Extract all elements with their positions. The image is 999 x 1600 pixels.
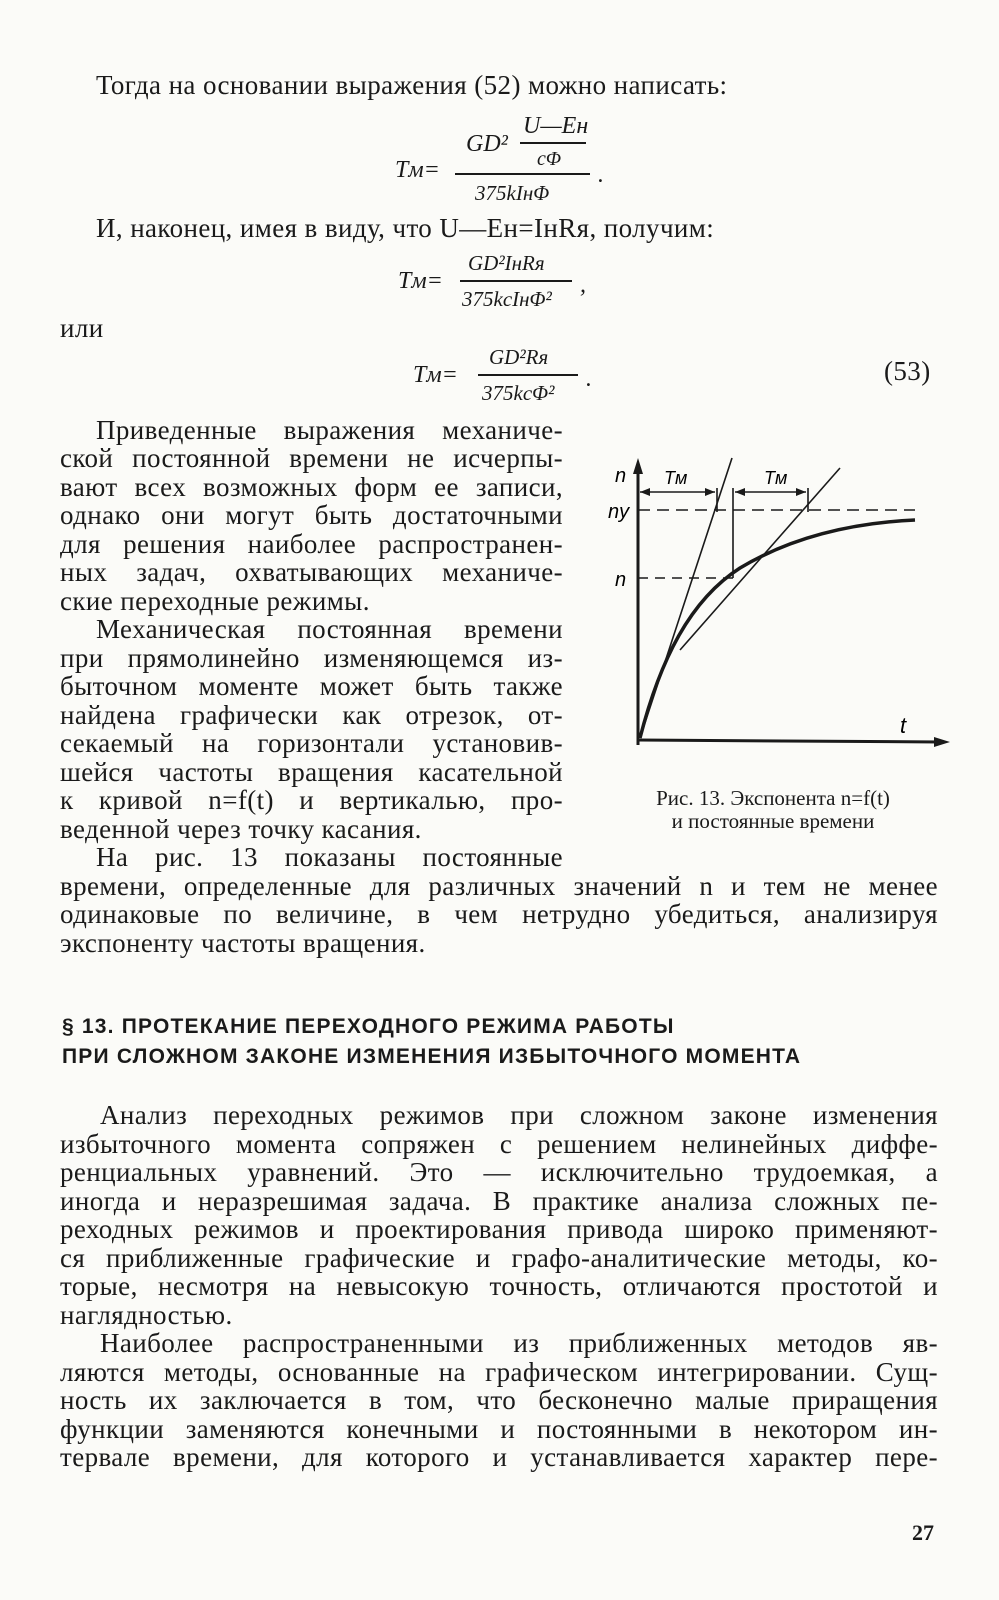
text-line: найдена графически как отрезок, от- <box>60 700 563 730</box>
t-label: t <box>900 713 907 738</box>
formula-1-bar <box>455 173 590 175</box>
text-line: ляются методы, основанные на графическом интегрировании. Сущ- <box>60 1357 938 1387</box>
tm2-label: Tм <box>764 468 788 488</box>
text-line: быточном моменте может быть также <box>60 671 563 701</box>
tangent-line-1 <box>640 458 732 738</box>
text-line: функции заменяются конечными и постоянными в некотором ин- <box>60 1414 938 1444</box>
t-axis <box>638 740 940 742</box>
text-line: Анализ переходных режимов при сложном законе изменения <box>100 1100 938 1130</box>
formula-1-inner-den: cΦ <box>537 148 562 170</box>
text-line: тервале времени, для которого и устанавливается характер пере- <box>60 1442 938 1472</box>
formula-1-inner-num: U—Eн <box>523 113 589 139</box>
text-line: ность их заключается в том, что бесконечно малые приращения <box>60 1385 938 1415</box>
text-line: экспоненту частоты вращения. <box>60 928 426 958</box>
given-line: И, наконец, имея в виду, что U—Eн=IнRя, получим: <box>96 213 715 243</box>
formula-2-num: GD²IнRя <box>468 251 545 275</box>
text-line: Наиболее распространенными из приближенных методов яв- <box>100 1328 938 1358</box>
intro-line: Тогда на основании выражения (52) можно написать: <box>96 70 728 100</box>
exponent-curve <box>640 520 915 738</box>
tm1-label: Tм <box>664 468 688 488</box>
formula-1-den: 375kIнΦ <box>475 181 550 205</box>
t-axis-arrow <box>934 737 950 747</box>
exponent-plot <box>600 450 960 800</box>
formula-1-gd2: GD² <box>466 131 508 157</box>
formula-1-inner-bar <box>520 142 586 144</box>
n-label: n <box>615 569 627 591</box>
text-line: для решения наиболее распространен- <box>60 529 563 559</box>
text-line: при прямолинейно изменяющемся из- <box>60 643 563 673</box>
text-line: наглядностью. <box>60 1300 233 1330</box>
formula-3-num: GD²Rя <box>489 345 549 369</box>
section-heading-line-1: § 13. ПРОТЕКАНИЕ ПЕРЕХОДНОГО РЕЖИМА РАБОТЫ <box>62 1015 675 1038</box>
formula-3-bar <box>478 374 578 376</box>
text-line: одинаковые по величине, в чем нетрудно убедиться, анализируя <box>60 899 938 929</box>
text-line: Приведенные выражения механиче- <box>96 415 563 445</box>
book-page: Тогда на основании выражения (52) можно написать: Tм= GD² U—Eн cΦ 375kIнΦ . И, наконец, имея в виду, что U—Eн=IнRя, получим: Tм= GD²IнRя 375kcIнΦ² , или Tм= GD²Rя 375kcΦ² . (53) Приведенные выражения механиче- ской постоянной времени не исчерпы- вают всех возможных форм ее записи, однако они могут быть достаточными для решения наиболее распространен- ных задач, охватывающих механиче- ские переходные режимы. Механическая постоянная времени при прямолинейно изменяющемся из- быточном моменте может быть также найдена графически как отрезок, от- секаемый на горизонтали установив- шейся частоты вращения касательной к кривой n=f(t) и вертикалью, про- веденной через точку касания. На рис. 13 показаны постоянные n nу n t Tм Tм Рис. 13. Экспонента n=f(t) и постоянные времени времени, определенные для различных значений n и тем не менее одинаковые по величине, в чем нетрудно убедиться, анализируя экспоненту частоты вращения. § 13. ПРОТЕКАНИЕ ПЕРЕХОДНОГО РЕЖИМА РАБОТЫ ПРИ СЛОЖНОМ ЗАКОНЕ ИЗМЕНЕНИЯ ИЗБЫТОЧНОГО МОМЕНТА Анализ переходных режимов при сложном законе изменения избыточного момента сопряжен с решением нелинейных диффе- ренциальных уравнений. Это — исключительно трудоемкая, а иногда и неразрешимая задача. В практике анализа сложных пе- реходных режимов и проектирования привода широко применяют- ся приближенные графические и графо-аналитические методы, ко- торые, несмотря на невысокую точность, отличаются простотой и наглядностью. Наиболее распространенными из приближенных методов яв- ляются методы, основанные на графическом интегрировании. Сущ- ность их заключается в том, что бесконечно малые приращения функции заменяются конечными и постоянными в некотором ин- тервале времени, для которого и устанавливается характер пере- 27 <box>0 0 999 1600</box>
equation-number: (53) <box>884 356 931 386</box>
formula-3-den: 375kcΦ² <box>482 381 555 405</box>
text-line: шейся частоты вращения касательной <box>60 757 563 787</box>
text-line: к кривой n=f(t) и вертикалью, про- <box>60 785 563 815</box>
text-line: реходных режимов и проектирования привода широко применяют- <box>60 1214 938 1244</box>
figure-caption-line-2: и постоянные времени <box>671 809 875 833</box>
formula-2-bar <box>460 280 572 282</box>
text-line: секаемый на горизонтали установив- <box>60 728 563 758</box>
text-line: На рис. 13 показаны постоянные <box>96 842 563 872</box>
text-line: однако они могут быть достаточными <box>60 500 563 530</box>
formula-2-den: 375kcIнΦ² <box>462 287 552 311</box>
text-line: веденной через точку касания. <box>60 814 422 844</box>
text-line: ренциальных уравнений. Это — исключительно трудоемкая, а <box>60 1157 938 1187</box>
text-line: иногда и неразрешимая задача. В практике анализа сложных пе- <box>60 1186 938 1216</box>
figure-13 <box>600 450 960 800</box>
text-line: Механическая постоянная времени <box>96 614 563 644</box>
text-line: времени, определенные для различных значений n и тем не менее <box>60 871 938 901</box>
ny-label: nу <box>608 501 630 523</box>
formula-2-lhs: Tм= <box>398 268 443 294</box>
formula-3-lhs: Tм= <box>413 362 458 388</box>
text-line: вают всех возможных форм ее записи, <box>60 472 563 502</box>
text-line: торые, несмотря на невысокую точность, отличаются простотой и <box>60 1271 938 1301</box>
n-axis-label: n <box>615 465 627 487</box>
text-line: ных задач, охватывающих механиче- <box>60 557 563 587</box>
or-word: или <box>60 313 104 343</box>
text-line: ские переходные режимы. <box>60 586 370 616</box>
figure-caption-line-1: Рис. 13. Экспонента n=f(t) <box>656 786 890 810</box>
text-line: ской постоянной времени не исчерпы- <box>60 443 563 473</box>
n-axis-arrow <box>633 458 643 474</box>
text-line: избыточного момента сопряжен с решением нелинейных диффе- <box>60 1129 938 1159</box>
page-number: 27 <box>912 1520 934 1545</box>
section-heading-line-2: ПРИ СЛОЖНОМ ЗАКОНЕ ИЗМЕНЕНИЯ ИЗБЫТОЧНОГО МОМЕНТА <box>62 1045 802 1068</box>
formula-1-lhs: Tм= <box>395 157 440 183</box>
tangent-line-2 <box>680 468 840 650</box>
text-line: ся приближенные графические и графо-аналитические методы, ко- <box>60 1243 938 1273</box>
